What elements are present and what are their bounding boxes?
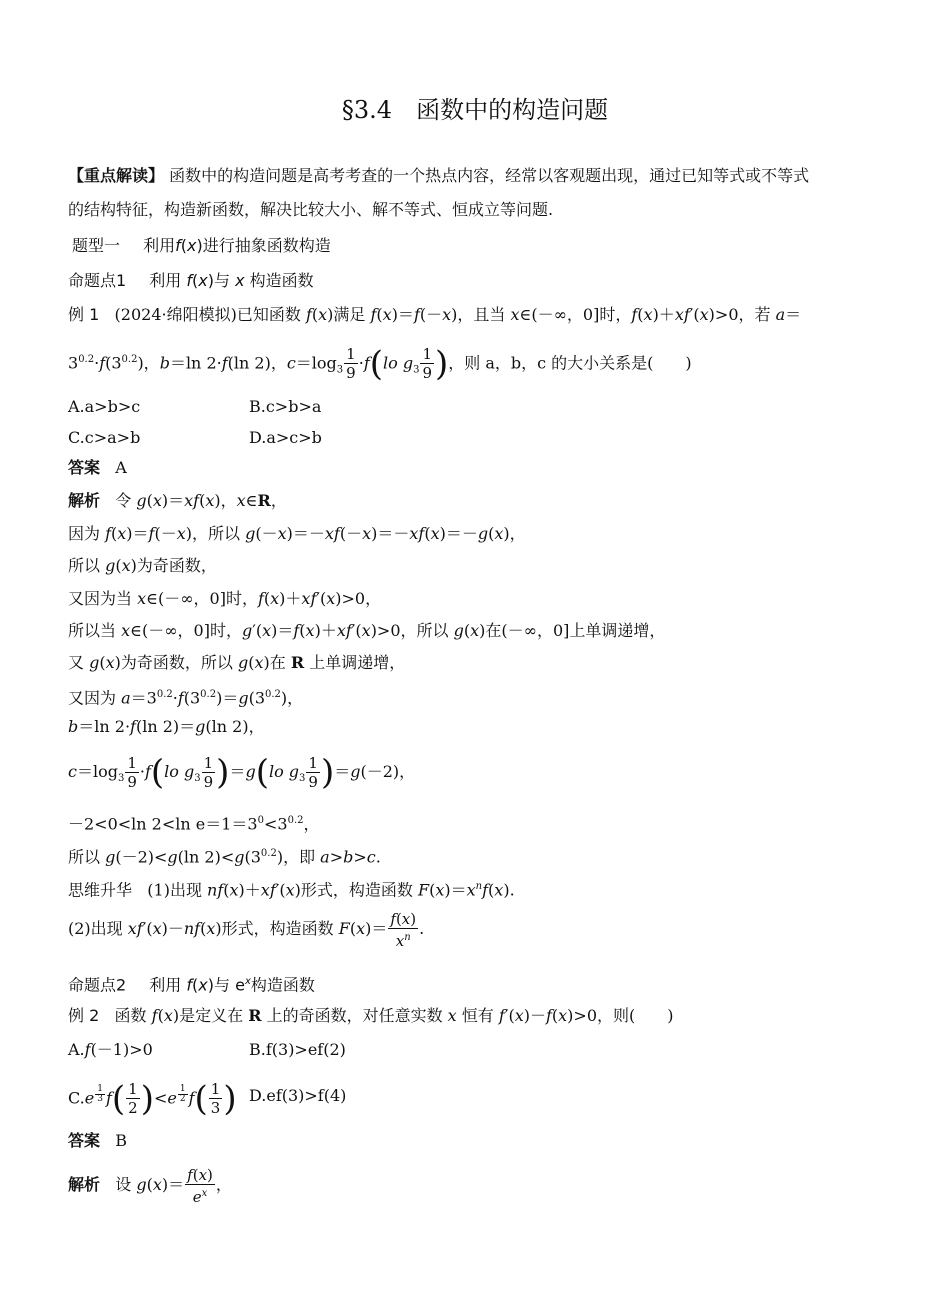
intro-text-1: 函数中的构造问题是高考考查的一个热点内容，经常以客观题出现，通过已知等式或不等式	[169, 166, 810, 185]
analysis-line-7: 又因为 $a=3^{0.2}\cdot f(3^{0.2})=g(3^{0.2})$，	[68, 688, 304, 708]
example-1-stem: 例 1 (2024·绵阳模拟)已知函数 f(x)满足 f(x)＝f(－x)，且当 x∈(－∞，0]时，f(x)＋xf′(x)>0，若 a＝	[68, 305, 802, 324]
subpoint-text-post: 构造函数	[249, 271, 314, 290]
answer-2-label: 答案	[68, 1131, 101, 1150]
analysis-2-label: 解析	[68, 1175, 101, 1194]
subpoint-2-text-post: 构造函数	[250, 975, 315, 995]
analysis-label: 解析	[68, 491, 101, 510]
intro-line-1	[68, 165, 809, 187]
example-source: (2024·绵阳模拟)	[114, 305, 237, 324]
subpoint-heading-2: 命题点2 利用 f(x)与 $e^x$构造函数	[68, 975, 315, 995]
example-1-stem-2: $3^{0.2}\cdot f(3^{0.2})$，b＝ln 2·f(ln 2)，$c=\log_3$ $\frac{1}{9}$ ·f(lo $g_3$ $\frac{1}{9}$ )，则 a，b，c 的大小关系是( )	[68, 343, 692, 384]
example-2-label: 例 2	[68, 1006, 100, 1025]
analysis-line-4: 又因为当 x∈(－∞，0]时，f(x)＋xf′(x)>0，	[68, 589, 382, 608]
subpoint-heading-1: 命题点1 利用 f(x)与 x 构造函数	[68, 271, 314, 290]
option-c: C.c>a>b	[68, 428, 141, 447]
thinking-label: 思维升华	[68, 880, 133, 900]
option-a: A.a>b>c	[68, 397, 141, 416]
analysis-line-11: 所以 g(－2)<g(ln $2)<g(3^{0.2})$，即 a>b>c.	[68, 847, 381, 867]
subpoint-2-text-mid: 与	[214, 975, 231, 995]
answer-2-value: B	[115, 1131, 128, 1150]
analysis-line-8: b＝ln 2·f(ln 2)＝g(ln 2)，	[68, 717, 265, 736]
option-2c: C.e $^{\frac{1}{3}}$ f( $\frac{1}{2}$ )<e $^{\frac{1}{2}}$ f( $\frac{1}{3}$ )	[68, 1078, 237, 1119]
option-d: D.a>c>b	[249, 428, 322, 447]
analysis-line-9: $c=\log_3$ $\frac{1}{9}$ ·f(lo $g_3$ $\frac{1}{9}$ )＝g(lo $g_3$ $\frac{1}{9}$ )＝g(－2)，	[68, 752, 416, 793]
analysis-line-6: 又 g(x)为奇函数，所以 g(x)在 R 上单调递增，	[68, 653, 406, 672]
analysis-line-5: 所以当 x∈(－∞，0]时，g′(x)＝f(x)＋xf′(x)>0，所以 g(x)在(－∞，0]上单调递增，	[68, 621, 666, 640]
page-title: §3.4 函数中的构造问题	[341, 96, 609, 124]
analysis-line-10: －2<0<ln 2<ln $e=1=3^0<3^{0.2}$，	[68, 814, 320, 834]
thinking-line-1: 思维升华 (1)出现 nf(x)＋xf′(x)形式，构造函数 $F(x)=x^nf(x)$.	[68, 880, 515, 900]
subpoint-text-mid: 与	[214, 271, 231, 290]
example-label: 例 1	[68, 305, 100, 324]
option-2b: B.f(3)>ef(2)	[249, 1040, 346, 1059]
subpoint-2-text-pre: 利用	[149, 975, 182, 995]
intro-label: 【重点解读】	[68, 166, 165, 185]
option-2d: D.ef(3)>f(4)	[249, 1086, 347, 1105]
answer-2	[68, 1130, 127, 1152]
answer-label: 答案	[68, 458, 101, 477]
subpoint-text-pre: 利用	[149, 271, 182, 290]
analysis-line-2: 因为 f(x)＝f(－x)，所以 g(－x)＝－xf(－x)＝－xf(x)＝－g(x)，	[68, 524, 526, 543]
option-b: B.c>b>a	[249, 397, 322, 416]
section-text-post: 进行抽象函数构造	[202, 236, 331, 255]
analysis-line-3: 所以 g(x)为奇函数，	[68, 556, 217, 575]
analysis-line-1: 解析 令 g(x)＝xf(x)，x∈R，	[68, 491, 287, 510]
subpoint-label-2: 命题点2	[68, 975, 127, 995]
section-text-pre: 利用	[143, 236, 176, 255]
section-label: 题型一	[72, 236, 121, 255]
thinking-line-2: (2)出现 xf′(x)－nf(x)形式，构造函数 F(x)＝ $\frac{f(x)}{x^n}$ .	[68, 909, 425, 950]
subpoint-label: 命题点1	[68, 271, 127, 290]
answer-1	[68, 457, 127, 479]
analysis-2-line-1: 解析 设 g(x)＝ $\frac{f(x)}{e^x}$ ，	[68, 1165, 232, 1206]
option-2a: A.f(－1)>0	[68, 1040, 153, 1059]
answer-value: A	[115, 458, 127, 477]
intro-line-2: 的结构特征，构造新函数，解决比较大小、解不等式、恒成立等问题.	[68, 200, 554, 219]
compare-text: ，则 a，b，c 的大小关系是( )	[448, 353, 692, 373]
example-2-stem: 例 2 函数 f(x)是定义在 R 上的奇函数，对任意实数 x 恒有 f′(x)－f(x)>0，则( )	[68, 1006, 674, 1025]
section-heading-1: 题型一 利用f(x)进行抽象函数构造	[72, 236, 331, 255]
